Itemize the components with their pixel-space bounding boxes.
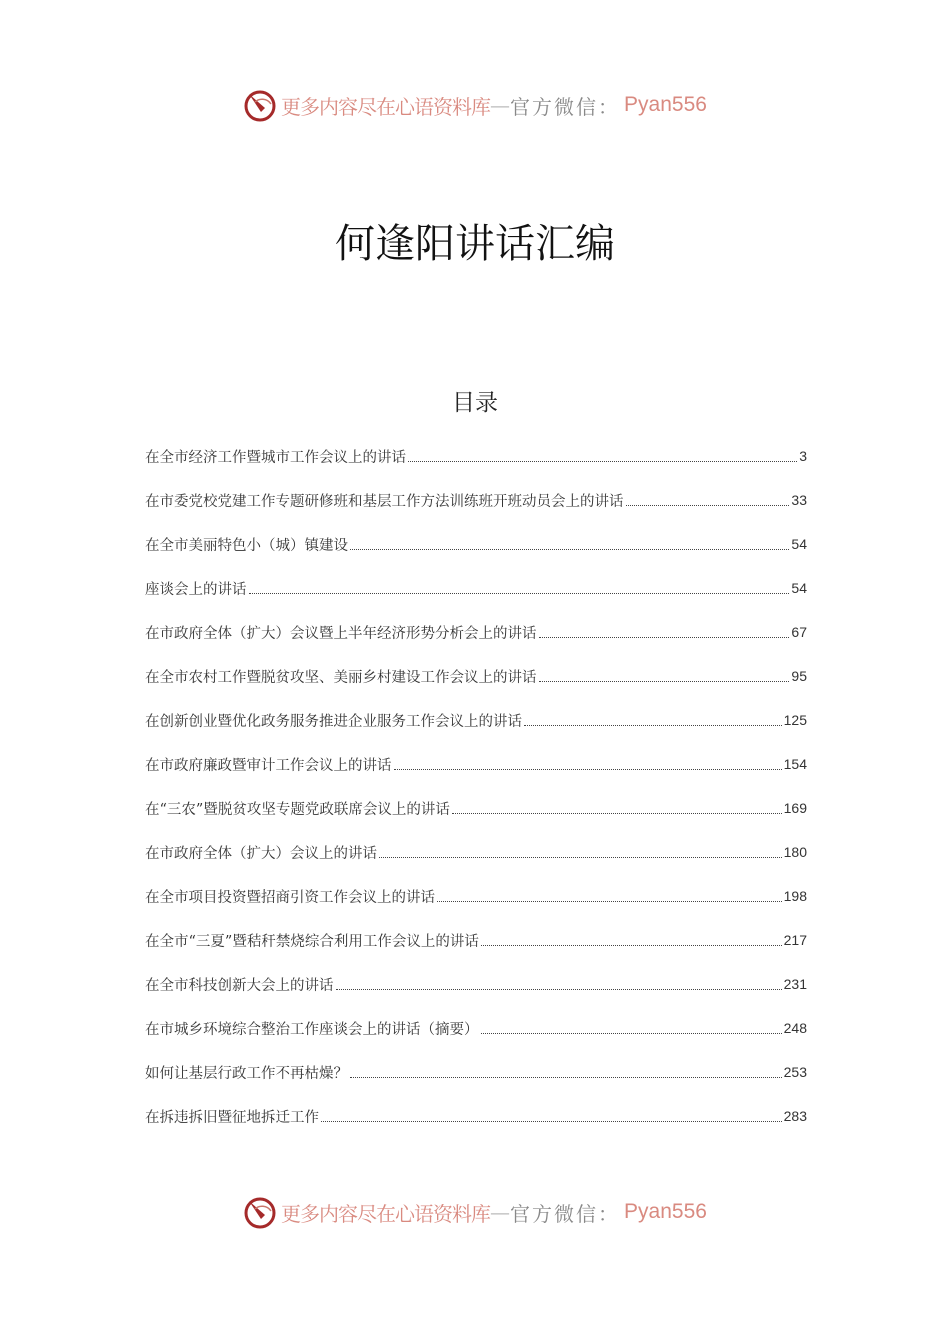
toc-entry-title: 在市委党校党建工作专题研修班和基层工作方法训练班开班动员会上的讲话 bbox=[145, 493, 624, 510]
toc-entry-page: 154 bbox=[783, 756, 807, 772]
toc-leader-dots bbox=[626, 505, 790, 506]
toc-leader-dots bbox=[408, 461, 797, 462]
toc-entry-title: 在拆违拆旧暨征地拆迁工作 bbox=[145, 1109, 319, 1126]
watermark-label: 官方微信： bbox=[510, 94, 621, 119]
watermark-account: Pyan556 bbox=[624, 1200, 707, 1223]
watermark-dash: — bbox=[490, 1200, 511, 1224]
toc-entry-title: 在市政府全体（扩大）会议暨上半年经济形势分析会上的讲话 bbox=[145, 625, 537, 642]
document-title: 何逢阳讲话汇编 bbox=[335, 221, 615, 267]
toc-entry[interactable] bbox=[145, 742, 807, 786]
toc-leader-dots bbox=[350, 1077, 782, 1078]
toc-leader-dots bbox=[481, 1033, 782, 1034]
toc-entry-title: 在市政府全体（扩大）会议上的讲话 bbox=[145, 845, 377, 862]
toc-entry-title: 座谈会上的讲话 bbox=[145, 581, 247, 598]
toc-leader-dots bbox=[249, 593, 790, 594]
toc-entry-title: 在全市美丽特色小（城）镇建设 bbox=[145, 537, 348, 554]
toc-entry-page: 248 bbox=[783, 1020, 807, 1036]
toc-leader-dots bbox=[394, 769, 782, 770]
watermark-text: 更多内容尽在心语资料库 bbox=[281, 1201, 491, 1226]
toc-leader-dots bbox=[539, 681, 790, 682]
toc-entry-page: 180 bbox=[783, 844, 807, 860]
watermark-footer bbox=[0, 1192, 950, 1232]
toc-entry-title: 在全市经济工作暨城市工作会议上的讲话 bbox=[145, 449, 406, 466]
toc-leader-dots bbox=[481, 945, 782, 946]
toc-entry[interactable] bbox=[145, 918, 807, 962]
toc-entry[interactable] bbox=[145, 786, 807, 830]
toc-entry-page: 54 bbox=[791, 580, 807, 596]
toc-entry[interactable] bbox=[145, 1050, 807, 1094]
toc-entry[interactable] bbox=[145, 1006, 807, 1050]
toc-heading: 目录 bbox=[452, 390, 498, 416]
toc-entry[interactable] bbox=[145, 1094, 807, 1138]
toc-entry[interactable] bbox=[145, 830, 807, 874]
toc-leader-dots bbox=[539, 637, 790, 638]
toc-entry-title: 在市政府廉政暨审计工作会议上的讲话 bbox=[145, 757, 392, 774]
toc-entry-title: 在全市科技创新大会上的讲话 bbox=[145, 977, 334, 994]
toc-leader-dots bbox=[437, 901, 782, 902]
toc-entry-title: 在全市农村工作暨脱贫攻坚、美丽乡村建设工作会议上的讲话 bbox=[145, 669, 537, 686]
toc-entry-page: 198 bbox=[783, 888, 807, 904]
watermark-account: Pyan556 bbox=[624, 93, 707, 116]
toc-entry-page: 67 bbox=[791, 624, 807, 640]
watermark-text: 更多内容尽在心语资料库 bbox=[281, 94, 491, 119]
toc-entry[interactable] bbox=[145, 962, 807, 1006]
toc-entry[interactable] bbox=[145, 434, 807, 478]
table-of-contents bbox=[145, 434, 807, 1138]
toc-leader-dots bbox=[379, 857, 782, 858]
pen-logo-icon bbox=[243, 88, 277, 122]
toc-entry-page: 253 bbox=[783, 1064, 807, 1080]
toc-entry-page: 283 bbox=[783, 1108, 807, 1124]
toc-entry-page: 54 bbox=[791, 536, 807, 552]
toc-entry[interactable] bbox=[145, 874, 807, 918]
toc-entry-title: 在创新创业暨优化政务服务推进企业服务工作会议上的讲话 bbox=[145, 713, 522, 730]
toc-entry-page: 125 bbox=[783, 712, 807, 728]
toc-entry-page: 231 bbox=[783, 976, 807, 992]
toc-entry[interactable] bbox=[145, 698, 807, 742]
toc-entry-page: 33 bbox=[791, 492, 807, 508]
toc-leader-dots bbox=[350, 549, 789, 550]
toc-entry[interactable] bbox=[145, 478, 807, 522]
pen-logo-icon bbox=[243, 1195, 277, 1229]
toc-entry-title: 在全市项目投资暨招商引资工作会议上的讲话 bbox=[145, 889, 435, 906]
toc-entry[interactable] bbox=[145, 522, 807, 566]
toc-entry-title: 在市城乡环境综合整治工作座谈会上的讲话（摘要） bbox=[145, 1021, 479, 1038]
toc-entry-title: 在“三农”暨脱贫攻坚专题党政联席会议上的讲话 bbox=[145, 801, 450, 818]
toc-entry-page: 169 bbox=[783, 800, 807, 816]
toc-entry-page: 217 bbox=[783, 932, 807, 948]
toc-leader-dots bbox=[524, 725, 782, 726]
toc-entry-page: 95 bbox=[791, 668, 807, 684]
toc-entry-title: 在全市“三夏”暨秸秆禁烧综合利用工作会议上的讲话 bbox=[145, 933, 479, 950]
watermark-label: 官方微信： bbox=[510, 1201, 621, 1226]
watermark-header bbox=[0, 85, 950, 125]
toc-leader-dots bbox=[452, 813, 782, 814]
watermark-dash: — bbox=[490, 93, 511, 117]
toc-entry-page: 3 bbox=[799, 448, 807, 464]
toc-leader-dots bbox=[321, 1121, 782, 1122]
toc-entry[interactable] bbox=[145, 654, 807, 698]
toc-entry[interactable] bbox=[145, 566, 807, 610]
toc-leader-dots bbox=[336, 989, 782, 990]
toc-entry[interactable] bbox=[145, 610, 807, 654]
toc-entry-title: 如何让基层行政工作不再枯燥？ bbox=[145, 1065, 348, 1082]
